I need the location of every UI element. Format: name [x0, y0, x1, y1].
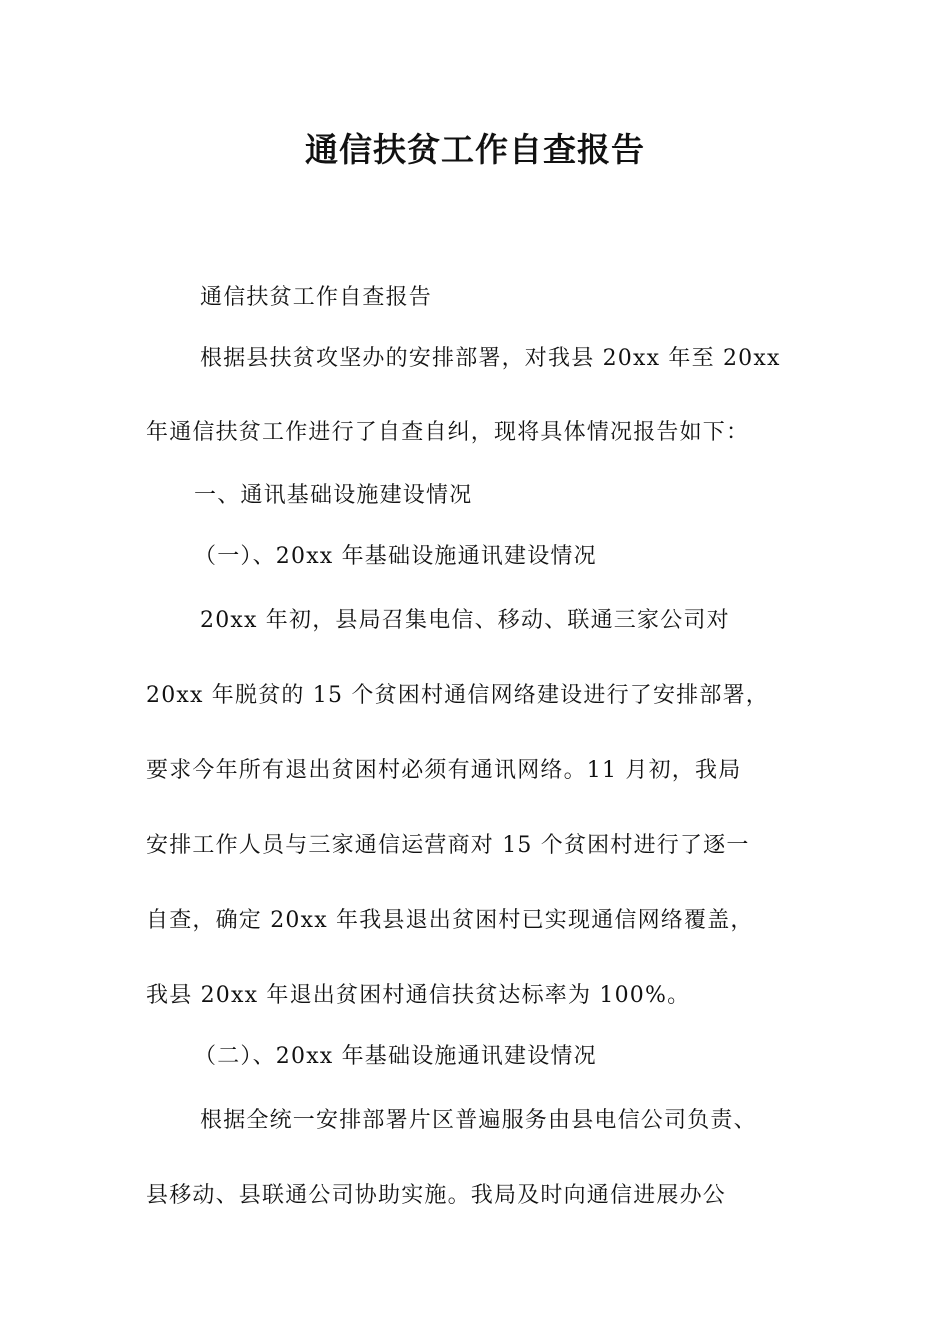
section-heading: 一、通讯基础设施建设情况 [194, 483, 473, 508]
paragraph-line: 自查，确定 20xx 年我县退出贫困村已实现通信网络覆盖， [146, 908, 754, 933]
paragraph-line: 20xx 年初，县局召集电信、移动、联通三家公司对 [200, 608, 730, 633]
paragraph-line: 我县 20xx 年退出贫困村通信扶贫达标率为 100%。 [146, 983, 691, 1008]
paragraph-line: 要求今年所有退出贫困村必须有通讯网络。11 月初，我局 [146, 758, 742, 783]
document-title: 通信扶贫工作自查报告 [305, 130, 645, 169]
subtitle-line: 通信扶贫工作自查报告 [200, 285, 433, 310]
paragraph-line: 县移动、县联通公司协助实施。我局及时向通信进展办公 [146, 1183, 727, 1208]
paragraph-line: 根据县扶贫攻坚办的安排部署，对我县 20xx 年至 20xx [200, 346, 781, 371]
subsection-heading: （一）、20xx 年基础设施通讯建设情况 [194, 544, 597, 569]
paragraph-line: 20xx 年脱贫的 15 个贫困村通信网络建设进行了安排部署， [146, 683, 769, 708]
paragraph-line: 安排工作人员与三家通信运营商对 15 个贫困村进行了逐一 [146, 833, 750, 858]
subsection-heading: （二）、20xx 年基础设施通讯建设情况 [194, 1044, 597, 1069]
paragraph-line: 根据全统一安排部署片区普遍服务由县电信公司负责、 [200, 1108, 757, 1133]
paragraph-line: 年通信扶贫工作进行了自查自纠，现将具体情况报告如下： [146, 420, 750, 445]
